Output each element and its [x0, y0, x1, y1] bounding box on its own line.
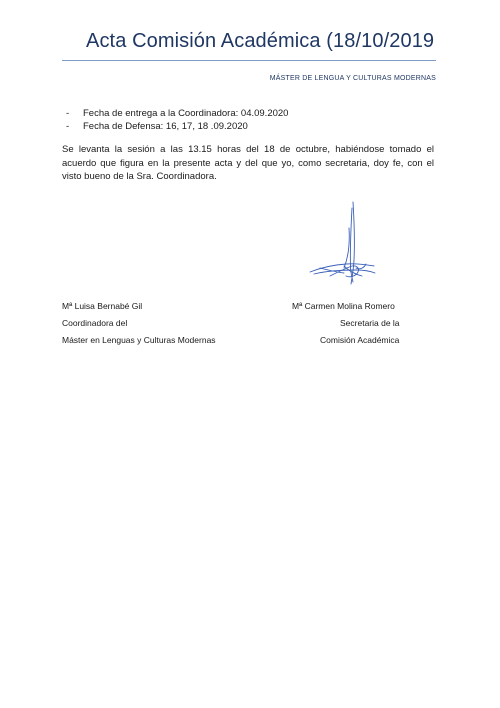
- secretary-role-line1: Secretaria de la: [340, 318, 400, 328]
- secretary-name: Mª Carmen Molina Romero: [292, 301, 395, 311]
- secretary-signature-block: [292, 298, 476, 349]
- defense-date-text: Fecha de Defensa: 16, 17, 18 .09.2020: [83, 121, 248, 132]
- delivery-date-text: Fecha de entrega a la Coordinadora: 04.09.2020: [83, 108, 289, 119]
- coordinator-role-line2: Máster en Lenguas y Culturas Modernas: [62, 335, 216, 345]
- secretary-role-line2: Comisión Académica: [320, 335, 400, 345]
- coordinator-name: Mª Luisa Bernabé Gil: [62, 301, 143, 311]
- closing-paragraph: Se levanta la sesión a las 13.15 horas del 18 de octubre, habiéndose tomado el acuerdo que figura en la presente acta y del que yo, como secretaria, doy fe, con el visto bueno de la Sra. Coordinadora.: [62, 144, 434, 182]
- bullet-dash: -: [66, 108, 70, 119]
- dates-list: [66, 107, 288, 133]
- list-item: [66, 120, 288, 133]
- bullet-dash: -: [66, 121, 70, 132]
- document-subtitle: MÁSTER DE LENGUA Y CULTURAS MODERNAS: [269, 75, 436, 82]
- coordinator-signature-block: [62, 298, 216, 349]
- list-item: [66, 107, 288, 120]
- title-underline: [62, 60, 436, 61]
- document-title: Acta Comisión Académica (18/10/2019: [86, 30, 435, 52]
- coordinator-role-line1: Coordinadora del: [62, 318, 128, 328]
- handwritten-signature-icon: [300, 198, 380, 286]
